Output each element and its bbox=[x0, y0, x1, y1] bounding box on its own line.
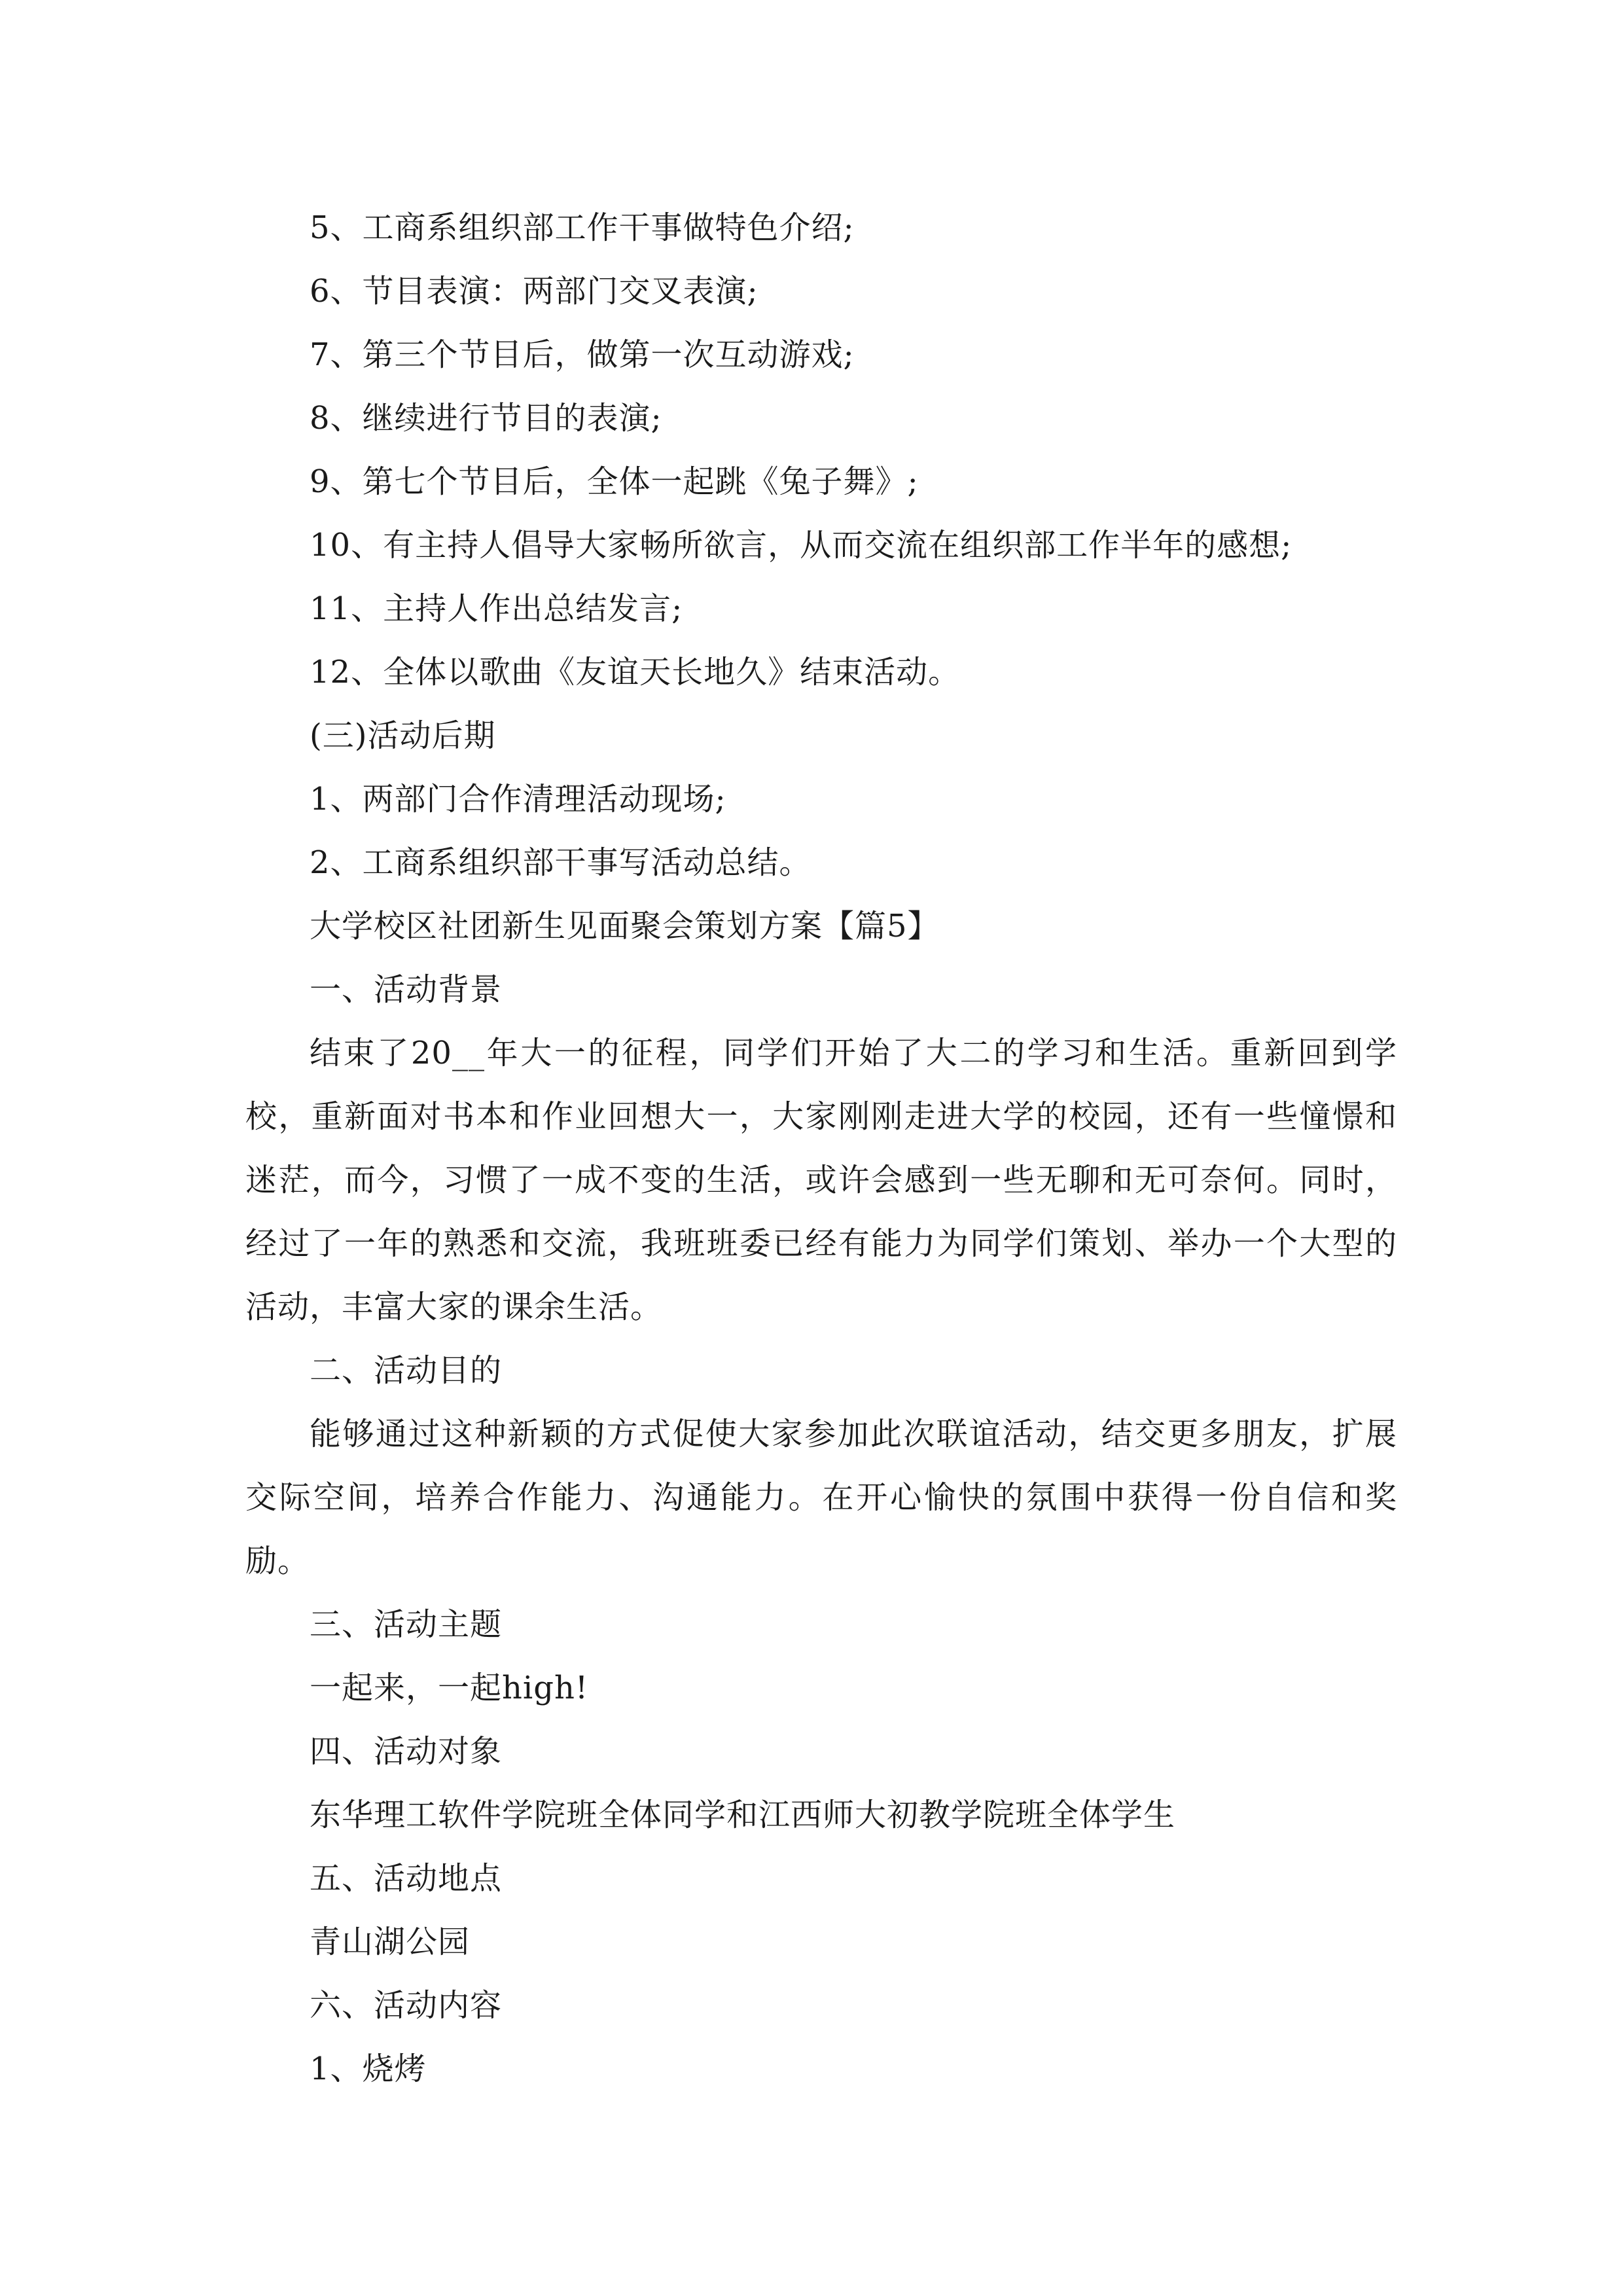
list-item: 10、有主持人倡导大家畅所欲言，从而交流在组织部工作半年的感想; bbox=[310, 527, 1293, 564]
heading-purpose: 二、活动目的 bbox=[310, 1352, 503, 1389]
list-item: 11、主持人作出总结发言; bbox=[310, 590, 683, 627]
heading-location: 五、活动地点 bbox=[310, 1860, 503, 1897]
heading-audience: 四、活动对象 bbox=[310, 1733, 503, 1770]
list-item: 7、第三个节目后，做第一次互动游戏; bbox=[310, 336, 855, 373]
list-item: 9、第七个节目后，全体一起跳《兔子舞》; bbox=[310, 463, 919, 500]
list-item: 1、两部门合作清理活动现场; bbox=[310, 781, 726, 817]
list-item: 12、全体以歌曲《友谊天长地久》结束活动。 bbox=[310, 654, 961, 691]
section-title: 大学校区社团新生见面聚会策划方案【篇5】 bbox=[310, 908, 940, 944]
theme-text: 一起来，一起high! bbox=[310, 1670, 589, 1706]
purpose-paragraph: 能够通过这种新颖的方式促使大家参加此次联谊活动，结交更多朋友，扩展交际空间，培养合作能力、沟通能力。在开心愉快的氛围中获得一份自信和奖励。 bbox=[245, 1416, 1397, 1579]
heading-theme: 三、活动主题 bbox=[310, 1606, 503, 1643]
background-paragraph: 结束了20__年大一的征程，同学们开始了大二的学习和生活。重新回到学校，重新面对书本和作业回想大一，大家刚刚走进大学的校园，还有一些憧憬和迷茫，而今，习惯了一成不变的生活，或许会感到一些无聊和无可奈何。同时，经过了一年的熟悉和交流，我班班委已经有能力为同学们策划、举办一个大型的活动，丰富大家的课余生活。 bbox=[245, 1035, 1397, 1325]
audience-text: 东华理工软件学院班全体同学和江西师大初教学院班全体学生 bbox=[310, 1797, 1176, 1833]
heading-content: 六、活动内容 bbox=[310, 1987, 503, 2024]
content-item: 1、烧烤 bbox=[310, 2051, 427, 2087]
subheading-later-stage: (三)活动后期 bbox=[310, 717, 496, 754]
document-body bbox=[245, 196, 1397, 2101]
location-text: 青山湖公园 bbox=[310, 1924, 471, 1960]
list-item: 6、节目表演：两部门交叉表演; bbox=[310, 273, 758, 310]
list-item: 2、工商系组织部干事写活动总结。 bbox=[310, 844, 812, 881]
list-item: 8、继续进行节目的表演; bbox=[310, 400, 662, 437]
list-item: 5、工商系组织部工作干事做特色介绍; bbox=[310, 209, 855, 246]
heading-background: 一、活动背景 bbox=[310, 971, 503, 1008]
